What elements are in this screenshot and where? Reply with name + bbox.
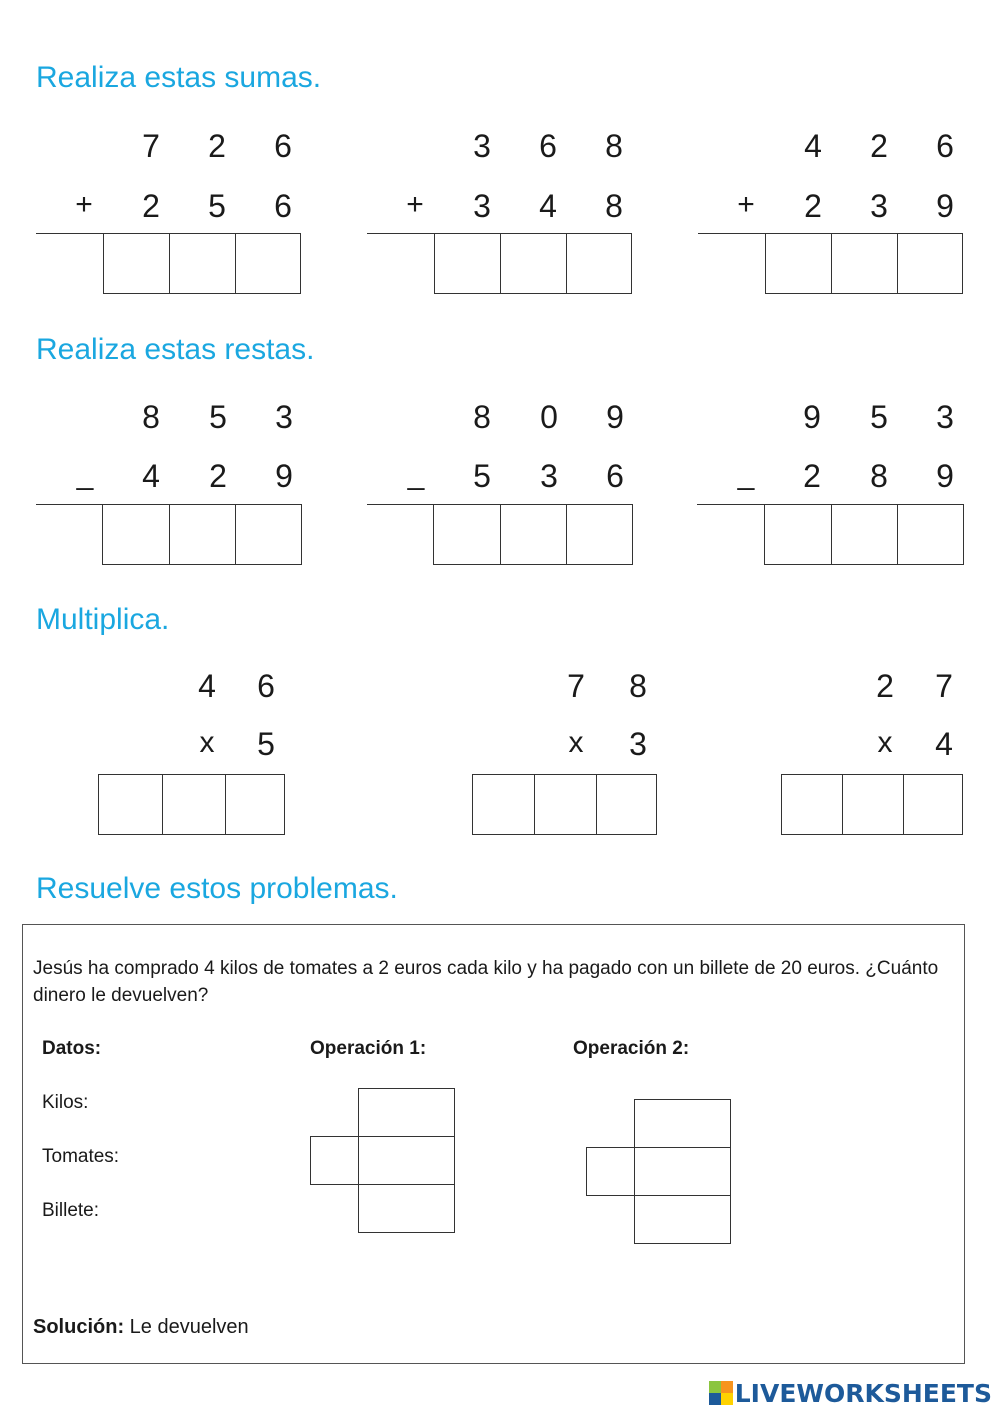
sums-heading: Realiza estas sumas. (36, 61, 322, 94)
operation-1-label: Operación 1: (310, 1038, 427, 1059)
digit: 8 (605, 128, 623, 164)
multiplication-operation (98, 665, 298, 840)
digit: 2 (142, 188, 160, 224)
op1-result-box[interactable] (358, 1184, 455, 1233)
solution-text: Le devuelven (124, 1316, 249, 1338)
op2-result-box[interactable] (634, 1195, 731, 1244)
subtractions-heading: Realiza estas restas. (36, 333, 315, 366)
data-label: Datos: (42, 1038, 102, 1059)
data-item-tomatoes: Tomates: (42, 1146, 120, 1167)
answer-box[interactable] (842, 774, 904, 835)
op2-sign-box[interactable] (586, 1147, 635, 1196)
digit: 9 (275, 458, 293, 494)
solution-line (33, 1317, 249, 1337)
digit: 8 (473, 399, 491, 435)
digit: 7 (567, 668, 585, 704)
multiplication-operation (781, 665, 981, 840)
answer-box[interactable] (169, 233, 236, 294)
digit: 8 (870, 458, 888, 494)
answer-box[interactable] (103, 233, 170, 294)
answer-box[interactable] (596, 774, 657, 835)
digit: 2 (804, 188, 822, 224)
digit: 5 (257, 726, 275, 762)
digit: 4 (198, 668, 216, 704)
op1-top-box[interactable] (358, 1088, 455, 1137)
answer-box[interactable] (566, 233, 632, 294)
digit: 2 (803, 458, 821, 494)
digit: 6 (274, 128, 292, 164)
op1-middle-box[interactable] (358, 1136, 455, 1185)
digit: 7 (935, 668, 953, 704)
operation-2-label: Operación 2: (573, 1038, 690, 1059)
digit: 3 (936, 399, 954, 435)
digit: 4 (142, 458, 160, 494)
digit: 3 (540, 458, 558, 494)
digit: 5 (473, 458, 491, 494)
subtraction-operation (367, 396, 697, 571)
answer-box[interactable] (765, 233, 832, 294)
digit: 6 (274, 188, 292, 224)
answer-box[interactable] (534, 774, 597, 835)
answer-box[interactable] (764, 504, 832, 565)
minus-sign: _ (737, 458, 755, 491)
logo-text: LIVEWORKSHEETS (734, 1378, 992, 1408)
answer-box[interactable] (500, 504, 567, 565)
times-sign: x (568, 726, 584, 759)
answer-box[interactable] (433, 504, 501, 565)
digit: 0 (540, 399, 558, 435)
answer-box[interactable] (500, 233, 567, 294)
digit: 8 (142, 399, 160, 435)
answer-box[interactable] (831, 504, 898, 565)
plus-sign: + (406, 188, 424, 221)
op2-top-box[interactable] (634, 1099, 731, 1148)
digit: 5 (870, 399, 888, 435)
answer-box[interactable] (831, 233, 898, 294)
times-sign: x (199, 726, 215, 759)
op1-sign-box[interactable] (310, 1136, 359, 1185)
liveworksheets-logo[interactable] (709, 1378, 992, 1408)
digit: 6 (936, 128, 954, 164)
problem-statement: Jesús ha comprado 4 kilos de tomates a 2 euros cada kilo y ha pagado con un billete de 20 euros. ¿Cuánto dinero le devuelven? (33, 958, 939, 1006)
sum-operation (36, 125, 366, 300)
answer-box[interactable] (162, 774, 226, 835)
digit: 2 (870, 128, 888, 164)
answer-box[interactable] (897, 504, 964, 565)
answer-box[interactable] (235, 504, 302, 565)
answer-box[interactable] (903, 774, 963, 835)
digit: 5 (208, 188, 226, 224)
answer-box[interactable] (566, 504, 633, 565)
solution-label: Solución: (33, 1316, 125, 1338)
answer-box[interactable] (472, 774, 535, 835)
times-sign: x (877, 726, 893, 759)
plus-sign: + (75, 188, 93, 221)
answer-box[interactable] (98, 774, 163, 835)
answer-box[interactable] (897, 233, 963, 294)
sum-operation (698, 125, 1000, 300)
digit: 3 (473, 188, 491, 224)
minus-sign: _ (407, 458, 425, 491)
multiplication-heading: Multiplica. (36, 603, 170, 636)
digit: 2 (209, 458, 227, 494)
digit: 5 (209, 399, 227, 435)
digit: 4 (935, 726, 953, 762)
answer-box[interactable] (225, 774, 285, 835)
multiplication-operation (472, 665, 672, 840)
digit: 3 (870, 188, 888, 224)
subtraction-operation (36, 396, 366, 571)
digit: 7 (142, 128, 160, 164)
digit: 9 (803, 399, 821, 435)
digit: 6 (606, 458, 624, 494)
digit: 8 (629, 668, 647, 704)
digit: 6 (539, 128, 557, 164)
digit: 8 (605, 188, 623, 224)
digit: 3 (275, 399, 293, 435)
sum-operation (367, 125, 697, 300)
answer-box[interactable] (169, 504, 236, 565)
digit: 4 (539, 188, 557, 224)
digit: 4 (804, 128, 822, 164)
problems-heading: Resuelve estos problemas. (36, 872, 398, 905)
subtraction-operation (697, 396, 1000, 571)
plus-sign: + (737, 188, 755, 221)
digit: 6 (257, 668, 275, 704)
answer-box[interactable] (434, 233, 501, 294)
problem-box (22, 924, 965, 1364)
answer-box[interactable] (235, 233, 301, 294)
digit: 9 (936, 188, 954, 224)
digit: 2 (208, 128, 226, 164)
minus-sign: _ (76, 458, 94, 491)
data-item-bill: Billete: (42, 1200, 100, 1221)
data-item-kilos: Kilos: (42, 1092, 89, 1113)
digit: 9 (936, 458, 954, 494)
op2-middle-box[interactable] (634, 1147, 731, 1196)
liveworksheets-logo-icon (709, 1381, 733, 1405)
answer-box[interactable] (102, 504, 170, 565)
digit: 9 (606, 399, 624, 435)
answer-box[interactable] (781, 774, 843, 835)
digit: 3 (629, 726, 647, 762)
digit: 3 (473, 128, 491, 164)
digit: 2 (876, 668, 894, 704)
